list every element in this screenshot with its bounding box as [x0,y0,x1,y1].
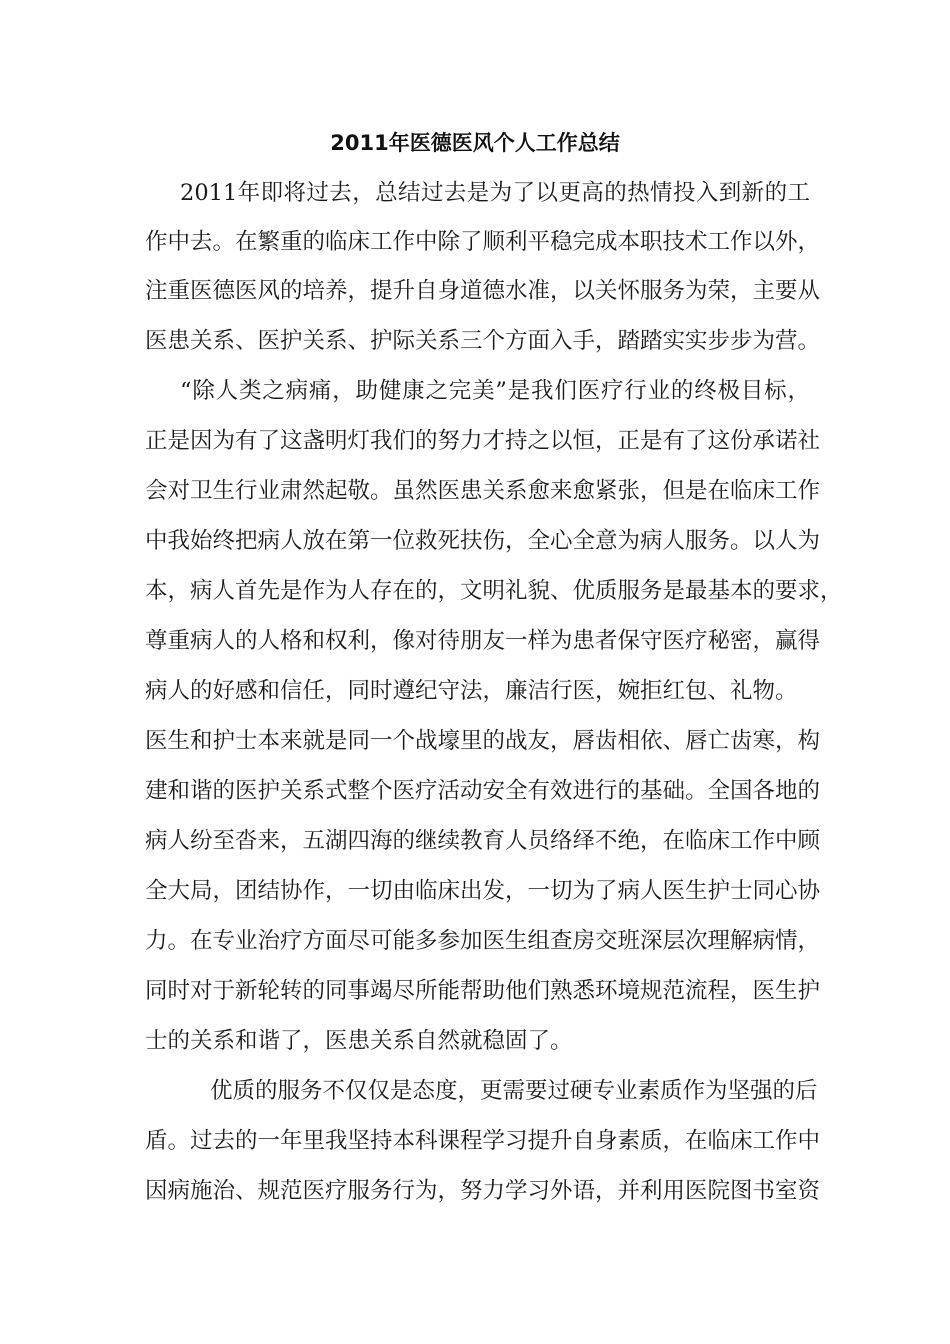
paragraph-line: 注重医德医风的培养，提升自身道德水准，以关怀服务为荣，主要从 [145,278,821,304]
paragraph-line: 医生和护士本来就是同一个战壕里的战友，唇齿相依、唇亡齿寒，构 [145,728,821,754]
paragraph-line: “除人类之病痛，助健康之完美”是我们医疗行业的终极目标， [180,378,810,404]
paragraph-line: 正是因为有了这盏明灯我们的努力才持之以恒，正是有了这份承诺社 [145,428,821,454]
paragraph-line: 同时对于新轮转的同事竭尽所能帮助他们熟悉环境规范流程，医生护 [145,978,821,1004]
paragraph-line: 因病施治、规范医疗服务行为，努力学习外语，并利用医院图书室资 [145,1178,821,1204]
paragraph-line: 力。在专业治疗方面尽可能多参加医生组查房交班深层次理解病情， [145,928,821,954]
paragraph-line: 医患关系、医护关系、护际关系三个方面入手，踏踏实实步步为营。 [145,328,821,354]
paragraph-line: 建和谐的医护关系式整个医疗活动安全有效进行的基础。全国各地的 [145,778,821,804]
paragraph-line: 盾。过去的一年里我坚持本科课程学习提升自身素质，在临床工作中 [145,1128,821,1154]
paragraph-line: 中我始终把病人放在第一位救死扶伤，全心全意为病人服务。以人为 [145,528,821,554]
paragraph-line: 士的关系和谐了，医患关系自然就稳固了。 [145,1028,573,1054]
paragraph-line: 会对卫生行业肃然起敬。虽然医患关系愈来愈紧张，但是在临床工作 [145,478,821,504]
document-title: 2011年医德医风个人工作总结 [330,131,620,155]
paragraph-line: 尊重病人的人格和权利，像对待朋友一样为患者保守医疗秘密，赢得 [145,628,821,654]
paragraph-line: 病人的好感和信任，同时遵纪守法，廉洁行医，婉拒红包、礼物。 [145,678,798,704]
paragraph-line: 2011年即将过去，总结过去是为了以更高的热情投入到新的工 [180,180,810,206]
paragraph-line: 作中去。在繁重的临床工作中除了顺利平稳完成本职技术工作以外， [145,229,821,255]
paragraph-line: 全大局，团结协作，一切由临床出发，一切为了病人医生护士同心协 [145,878,821,904]
paragraph-line: 本，病人首先是作为人存在的，文明礼貌、优质服务是最基本的要求， [145,578,843,604]
paragraph-line: 病人纷至沓来，五湖四海的继续教育人员络绎不绝，在临床工作中顾 [145,828,821,854]
paragraph-line: 优质的服务不仅仅是态度，更需要过硬专业素质作为坚强的后 [210,1078,818,1104]
